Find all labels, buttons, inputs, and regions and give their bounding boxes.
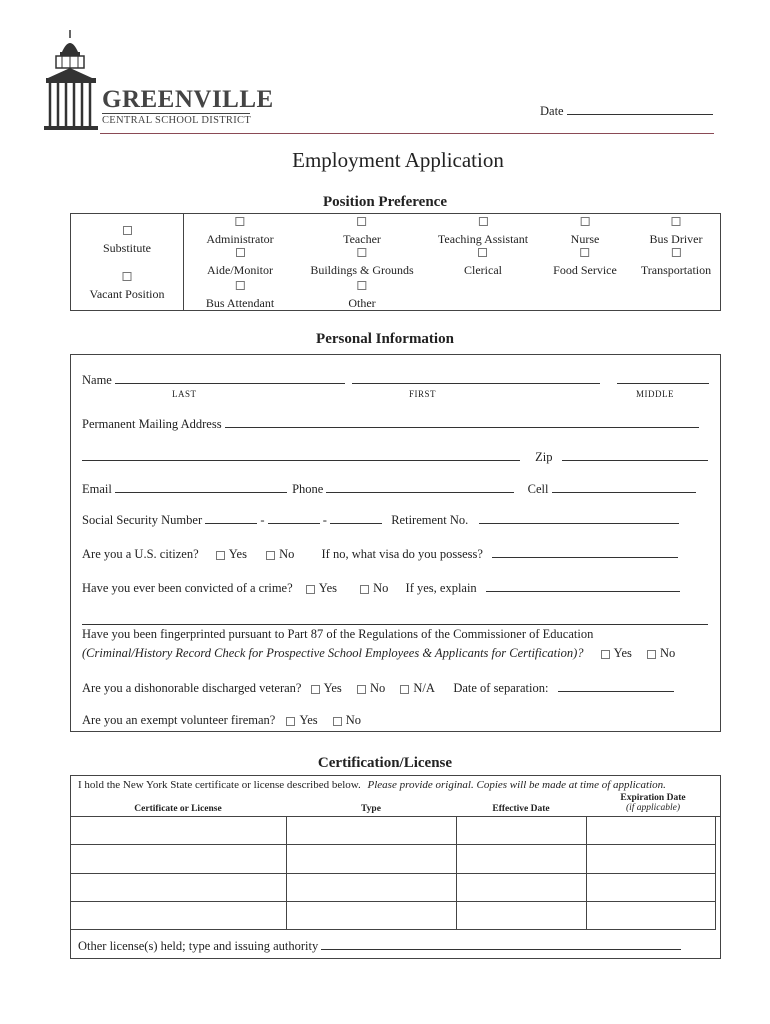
certification-title: Certification/License — [317, 755, 453, 771]
logo-title: GREENVILLE — [102, 86, 274, 113]
phone-label: Phone — [292, 482, 324, 496]
option-other[interactable]: Other — [348, 281, 375, 311]
address-line2-row — [82, 449, 708, 465]
citizen-no-option[interactable]: No — [266, 547, 294, 561]
explain-line2-input[interactable] — [82, 624, 708, 625]
other-license-input[interactable] — [321, 938, 681, 950]
page-title: Employment Application — [292, 148, 504, 172]
separation-label: Date of separation: — [453, 681, 549, 695]
veteran-na-option[interactable]: N/A — [400, 681, 434, 695]
logo-subtitle: CENTRAL SCHOOL DISTRICT — [102, 115, 252, 126]
option-food-service[interactable]: Food Service — [553, 248, 617, 278]
personal-info-title: Personal Information — [316, 331, 454, 347]
certification-intro: I hold the New York State certificate or license described below. Please provide original. Copies will be made at time of application. — [78, 779, 666, 791]
option-transportation[interactable]: Transportation — [641, 248, 711, 278]
citizen-question: Are you a U.S. citizen? — [82, 547, 199, 561]
option-vacant-position[interactable]: Vacant Position — [90, 272, 165, 302]
fireman-yes-option[interactable]: Yes — [286, 713, 317, 727]
address-row — [82, 416, 699, 432]
fireman-question: Are you an exempt volunteer fireman? — [82, 713, 276, 727]
contact-row — [82, 481, 696, 497]
veteran-yes-option[interactable]: Yes — [311, 681, 342, 695]
cert-row-2[interactable] — [70, 845, 715, 873]
middle-name-input[interactable] — [617, 372, 709, 384]
district-logo — [44, 30, 274, 132]
crime-row — [82, 580, 680, 596]
cert-row-4[interactable] — [70, 902, 715, 929]
visa-question: If no, what visa do you possess? — [321, 547, 483, 561]
option-bus-driver[interactable]: Bus Driver — [650, 217, 703, 247]
option-administrator[interactable]: Administrator — [206, 217, 273, 247]
last-caption: LAST — [172, 389, 197, 399]
separation-input[interactable] — [558, 680, 674, 692]
fingerprint-no-option[interactable]: No — [647, 646, 675, 660]
option-teacher[interactable]: Teacher — [343, 217, 381, 247]
last-name-input[interactable] — [115, 372, 345, 384]
zip-label: Zip — [535, 450, 553, 464]
header-rule — [100, 133, 714, 134]
ssn-part1-input[interactable] — [205, 512, 257, 524]
fingerprint-question: Have you been fingerprinted pursuant to Part 87 of the Regulations of the Commissioner of Education — [82, 627, 594, 641]
crime-yes-option[interactable]: Yes — [306, 581, 337, 595]
citizen-row — [82, 546, 678, 562]
retirement-input[interactable] — [479, 512, 679, 524]
fingerprint-subtext: (Criminal/History Record Check for Prospective School Employees & Applicants for Certification)? — [82, 646, 584, 660]
ssn-part2-input[interactable] — [268, 512, 320, 524]
col-header-effective: Effective Date — [492, 804, 550, 814]
personal-info-box — [70, 354, 721, 732]
veteran-question: Are you a dishonorable discharged veteran? — [82, 681, 302, 695]
fireman-row — [82, 713, 361, 728]
first-caption: FIRST — [409, 389, 437, 399]
explain-label: If yes, explain — [405, 581, 477, 595]
ssn-label: Social Security Number — [82, 513, 203, 527]
option-teaching-assistant[interactable]: Teaching Assistant — [438, 217, 528, 247]
cell-input[interactable] — [552, 481, 696, 493]
middle-caption: MIDDLE — [636, 389, 674, 399]
cert-row-3[interactable] — [70, 874, 715, 901]
fingerprint-yes-option[interactable]: Yes — [601, 646, 632, 660]
cell-label: Cell — [527, 482, 549, 496]
retirement-label: Retirement No. — [391, 513, 469, 527]
crime-question: Have you ever been convicted of a crime? — [82, 581, 293, 595]
option-aide-monitor[interactable]: Aide/Monitor — [207, 248, 273, 278]
explain-input[interactable] — [486, 580, 680, 592]
citizen-yes-option[interactable]: Yes — [216, 547, 247, 561]
ssn-part3-input[interactable] — [330, 512, 382, 524]
fingerprint-row — [82, 646, 675, 661]
option-clerical[interactable]: Clerical — [464, 248, 502, 278]
col-header-expiration: Expiration Date (if applicable) — [620, 793, 686, 813]
certification-table — [70, 816, 721, 930]
cupola-logo-icon — [44, 30, 106, 132]
option-bus-attendant[interactable]: Bus Attendant — [206, 281, 274, 311]
col-header-type: Type — [361, 804, 381, 814]
date-field[interactable] — [540, 103, 713, 119]
email-input[interactable] — [115, 481, 287, 493]
address-label: Permanent Mailing Address — [82, 417, 222, 431]
visa-input[interactable] — [492, 546, 678, 558]
veteran-row — [82, 680, 674, 696]
phone-input[interactable] — [326, 481, 514, 493]
col-header-certificate: Certificate or License — [134, 804, 222, 814]
fireman-no-option[interactable]: No — [333, 713, 361, 727]
option-buildings-grounds[interactable]: Buildings & Grounds — [310, 248, 413, 278]
zip-input[interactable] — [562, 449, 708, 461]
name-label: Name — [82, 373, 112, 387]
cert-row-1[interactable] — [70, 816, 715, 844]
option-substitute[interactable]: Substitute — [103, 226, 151, 256]
position-box-divider — [183, 214, 184, 310]
crime-no-option[interactable]: No — [360, 581, 388, 595]
logo-divider — [102, 113, 250, 114]
ssn-row: Social Security Number - - Retirement No. — [82, 512, 679, 528]
email-label: Email — [82, 482, 112, 496]
date-label: Date — [540, 104, 564, 118]
address-line2-input[interactable] — [82, 449, 520, 461]
name-row — [82, 372, 709, 388]
address-input[interactable] — [225, 416, 699, 428]
veteran-no-option[interactable]: No — [357, 681, 385, 695]
other-license-label: Other license(s) held; type and issuing authority — [78, 939, 319, 953]
first-name-input[interactable] — [352, 372, 600, 384]
other-license-row — [78, 938, 681, 954]
position-preference-title: Position Preference — [323, 194, 447, 210]
option-nurse[interactable]: Nurse — [571, 217, 600, 247]
